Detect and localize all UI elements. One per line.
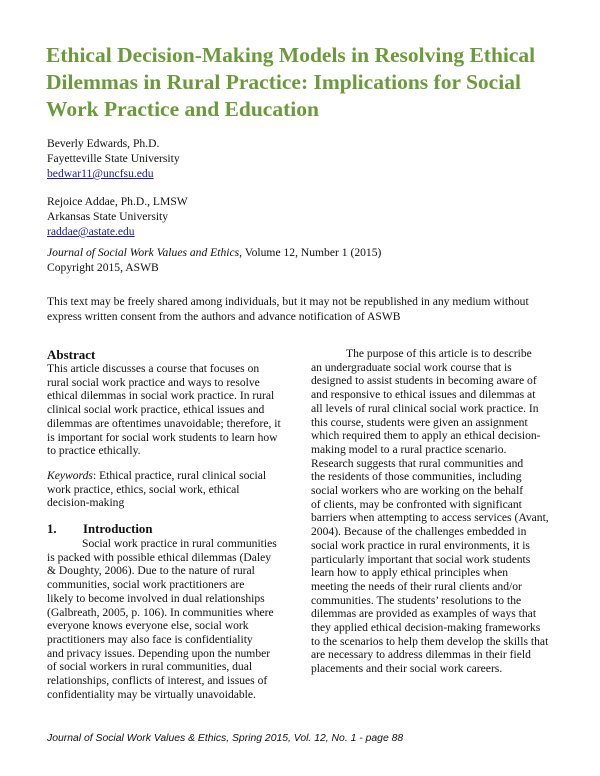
keywords-line: work practice, ethics, social work, ethical — [47, 482, 240, 496]
left-column — [47, 347, 292, 701]
notice-line: express written consent from the authors and advance notification of ASWB — [47, 310, 401, 323]
abstract-line: is important for social work students to learn how — [47, 430, 278, 444]
body-line: social workers who are working on the behalf — [311, 484, 524, 498]
intro-line: & Doughty, 2006). Due to the nature of rural — [47, 564, 255, 578]
intro-line: everyone knows everyone else, social work — [47, 619, 249, 633]
abstract-line: dilemmas are oftentimes unavoidable; therefore, it — [47, 416, 281, 430]
author-email-link[interactable]: raddae@astate.edu — [47, 225, 135, 238]
keywords-line: decision-making — [47, 496, 125, 510]
title-line: Ethical Decision-Making Models in Resolving Ethical — [46, 43, 536, 67]
body-line: 2004). Because of the challenges embedded in — [311, 525, 527, 539]
body-line: which required them to apply an ethical decision- — [311, 429, 541, 443]
abstract-body — [47, 362, 292, 458]
copyright: Copyright 2015, ASWB — [47, 261, 159, 274]
body-line: designed to assist students in becoming aware of — [311, 374, 537, 388]
abstract-line: to practice ethically. — [47, 444, 141, 458]
notice-line: This text may be freely shared among individuals, but it may not be republished in any medium without — [47, 295, 529, 308]
abstract-line: clinical social work practice, ethical issues and — [47, 403, 265, 417]
body-line: an undergraduate social work course that is — [311, 360, 512, 374]
keywords — [47, 469, 292, 510]
introduction-body — [47, 537, 292, 701]
body-line: social work practice in rural environments, it is — [311, 538, 530, 552]
body-line: to the scenarios to help them develop the skills that — [311, 634, 549, 648]
abstract-line: ethical dilemmas in social work practice. In rural — [47, 389, 275, 403]
intro-line: is packed with possible ethical dilemmas (Daley — [47, 550, 272, 564]
journal-volume: , Volume 12, Number 1 (2015) — [239, 246, 382, 259]
author-name: Rejoice Addae, Ph.D., LMSW — [47, 195, 188, 208]
body-line: are necessary to address dilemmas in their field — [311, 648, 531, 662]
body-line: the residents of those communities, including — [311, 470, 522, 484]
intro-line: (Galbreath, 2005, p. 106). In communities where — [47, 605, 274, 619]
abstract-heading: Abstract — [47, 347, 96, 362]
intro-line: relationships, conflicts of interest, and issues of — [47, 674, 268, 688]
intro-line: of social workers in rural communities, dual — [47, 660, 253, 674]
body-line: communities. The students’ resolutions to the — [311, 593, 522, 607]
keywords-label: Keywords — [47, 468, 93, 482]
body-line: this course, students were given an assignment — [311, 415, 528, 429]
author-affiliation: Fayetteville State University — [47, 152, 180, 165]
title-line: Work Practice and Education — [46, 97, 319, 121]
abstract-line: This article discusses a course that focuses on — [47, 362, 260, 375]
intro-line: communities, social work practitioners are — [47, 578, 245, 592]
author-name: Beverly Edwards, Ph.D. — [47, 137, 160, 150]
section-number: 1. — [47, 522, 57, 537]
body-line: dilemmas are provided as examples of ways that — [311, 607, 537, 621]
body-line: placements and their social work careers. — [311, 662, 503, 676]
author-email-link[interactable]: bedwar11@uncfsu.edu — [47, 167, 154, 180]
intro-line: likely to become involved in dual relationships — [47, 591, 265, 605]
journal-name: Journal of Social Work Values and Ethics — [47, 246, 240, 259]
body-line: of clients, may be confronted with significant — [311, 497, 522, 511]
body-line: The purpose of this article is to describe — [346, 347, 532, 360]
body-line: meeting the needs of their rural clients and/or — [311, 579, 522, 593]
sharing-notice — [47, 294, 557, 324]
body-line: barriers when attempting to access services (Avant, — [311, 511, 549, 525]
title-line: Dilemmas in Rural Practice: Implications for Social — [46, 70, 521, 94]
article-title — [46, 42, 566, 123]
intro-line: practitioners may also face is confidentiality — [47, 632, 253, 646]
author-block — [47, 136, 188, 239]
intro-line: and privacy issues. Depending upon the number — [47, 646, 271, 660]
page-footer: Journal of Social Work Values & Ethics, Spring 2015, Vol. 12, No. 1 - page 88 — [47, 733, 404, 744]
body-line: Research suggests that rural communities and — [311, 456, 524, 470]
body-line: making model to a rural practice scenario. — [311, 442, 507, 456]
body-line: they applied ethical decision-making frameworks — [311, 621, 541, 635]
body-line: all levels of rural clinical social work practice. In — [311, 401, 539, 415]
intro-line: Social work practice in rural communities — [82, 537, 277, 551]
keywords-line: : Ethical practice, rural clinical social — [92, 468, 267, 482]
body-line: learn how to apply ethical principles when — [311, 566, 509, 580]
body-line: and responsive to ethical issues and dilemmas at — [311, 388, 536, 402]
introduction-heading — [47, 522, 292, 537]
intro-line: confidentiality may be virtually unavoidable. — [47, 687, 256, 701]
abstract-line: rural social work practice and ways to resolve — [47, 375, 260, 389]
section-title: Introduction — [83, 522, 153, 537]
body-line: particularly important that social work students — [311, 552, 531, 566]
citation — [47, 245, 381, 275]
right-column — [311, 347, 561, 676]
author-affiliation: Arkansas State University — [47, 210, 169, 223]
